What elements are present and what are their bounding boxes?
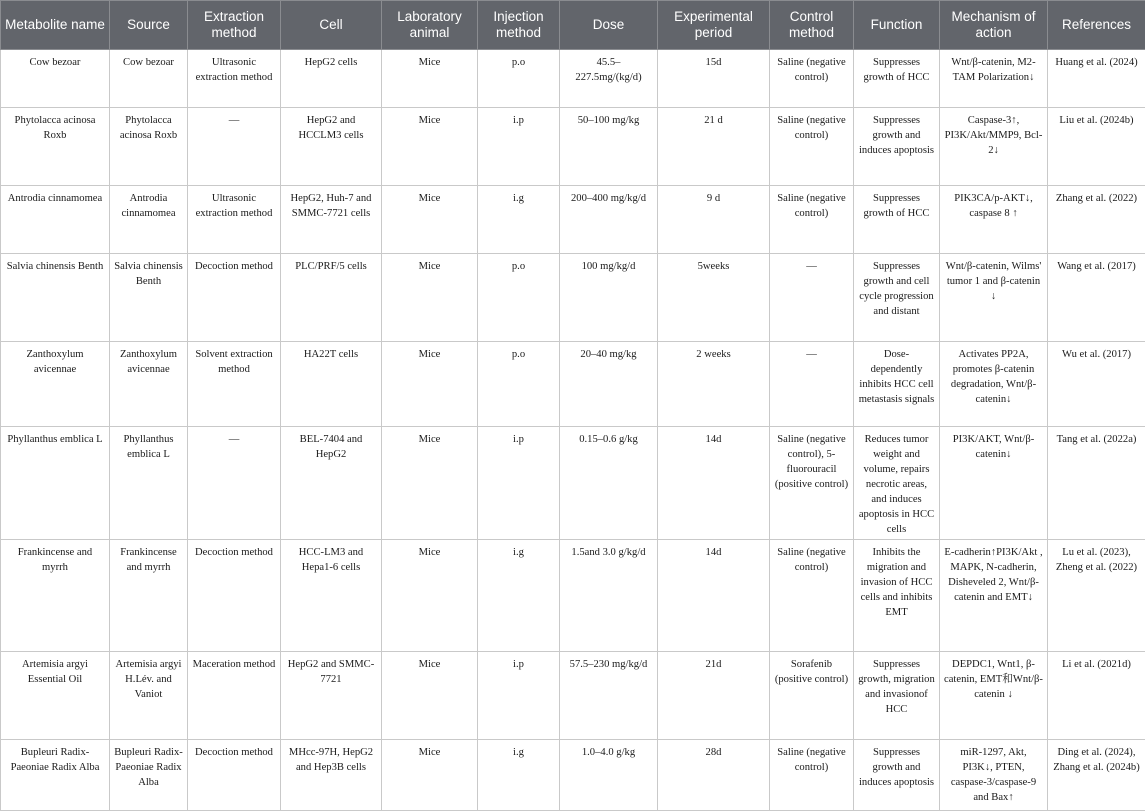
table-row (1, 342, 1145, 427)
cell-function: Suppresses growth and induces apoptosis (854, 740, 940, 811)
table-row (1, 427, 1145, 540)
cell-source: Phytolacca acinosa Roxb (110, 108, 188, 186)
cell-references: Wu et al. (2017) (1048, 342, 1145, 427)
cell-control-method: — (770, 342, 854, 427)
cell-experimental-period: 5weeks (658, 254, 770, 342)
cell-function: Suppresses growth of HCC (854, 50, 940, 108)
cell-injection-method: i.p (478, 108, 560, 186)
table-row (1, 50, 1145, 108)
cell-injection-method: i.g (478, 740, 560, 811)
cell-control-method: Saline (negative control), 5-fluorouracil (positive control) (770, 427, 854, 540)
cell-function: Inhibits the migration and invasion of HCC cells and inhibits EMT (854, 540, 940, 652)
cell-metabolite-name: Phytolacca acinosa Roxb (1, 108, 110, 186)
cell-extraction-method: — (188, 108, 281, 186)
cell-source: Zanthoxylum avicennae (110, 342, 188, 427)
cell-control-method: Saline (negative control) (770, 740, 854, 811)
cell-references: Huang et al. (2024) (1048, 50, 1145, 108)
cell-function: Dose-dependently inhibits HCC cell metastasis signals (854, 342, 940, 427)
cell-metabolite-name: Artemisia argyi Essential Oil (1, 652, 110, 740)
cell-cell: MHcc-97H, HepG2 and Hep3B cells (281, 740, 382, 811)
cell-experimental-period: 15d (658, 50, 770, 108)
header-extraction-method: Extraction method (188, 1, 281, 50)
table-row (1, 740, 1145, 811)
table-body (1, 50, 1145, 811)
cell-cell: HepG2 and HCCLM3 cells (281, 108, 382, 186)
cell-injection-method: p.o (478, 50, 560, 108)
cell-function: Suppresses growth of HCC (854, 186, 940, 254)
header-dose: Dose (560, 1, 658, 50)
cell-laboratory-animal: Mice (382, 427, 478, 540)
cell-source: Phyllanthus emblica L (110, 427, 188, 540)
cell-extraction-method: Maceration method (188, 652, 281, 740)
cell-function: Reduces tumor weight and volume, repairs necrotic areas, and induces apoptosis in HCC cells (854, 427, 940, 540)
cell-metabolite-name: Phyllanthus emblica L (1, 427, 110, 540)
cell-mechanism-of-action: Activates PP2A, promotes β-catenin degradation, Wnt/β-catenin↓ (940, 342, 1048, 427)
cell-mechanism-of-action: PIK3CA/p-AKT↓, caspase 8 ↑ (940, 186, 1048, 254)
cell-mechanism-of-action: PI3K/AKT, Wnt/β-catenin↓ (940, 427, 1048, 540)
cell-source: Bupleuri Radix-Paeoniae Radix Alba (110, 740, 188, 811)
cell-references: Li et al. (2021d) (1048, 652, 1145, 740)
header-control-method: Control method (770, 1, 854, 50)
cell-control-method: Saline (negative control) (770, 108, 854, 186)
cell-extraction-method: Decoction method (188, 540, 281, 652)
header-source: Source (110, 1, 188, 50)
cell-extraction-method: Ultrasonic extraction method (188, 50, 281, 108)
cell-references: Tang et al. (2022a) (1048, 427, 1145, 540)
header-references: References (1048, 1, 1145, 50)
cell-references: Zhang et al. (2022) (1048, 186, 1145, 254)
cell-metabolite-name: Frankincense and myrrh (1, 540, 110, 652)
cell-experimental-period: 28d (658, 740, 770, 811)
cell-injection-method: i.p (478, 652, 560, 740)
table-row (1, 540, 1145, 652)
cell-mechanism-of-action: E-cadherin↑PI3K/Akt , MAPK, N-cadherin, Disheveled 2, Wnt/β-catenin and EMT↓ (940, 540, 1048, 652)
cell-cell: HA22T cells (281, 342, 382, 427)
header-experimental-period: Experimental period (658, 1, 770, 50)
cell-references: Liu et al. (2024b) (1048, 108, 1145, 186)
cell-references: Lu et al. (2023), Zheng et al. (2022) (1048, 540, 1145, 652)
cell-extraction-method: Solvent extraction method (188, 342, 281, 427)
table-row (1, 652, 1145, 740)
cell-experimental-period: 14d (658, 540, 770, 652)
header-cell: Cell (281, 1, 382, 50)
header-mechanism-of-action: Mechanism of action (940, 1, 1048, 50)
cell-source: Frankincense and myrrh (110, 540, 188, 652)
cell-laboratory-animal: Mice (382, 186, 478, 254)
cell-mechanism-of-action: Wnt/β-catenin, M2-TAM Polarization↓ (940, 50, 1048, 108)
table-row (1, 254, 1145, 342)
cell-cell: HepG2 cells (281, 50, 382, 108)
header-function: Function (854, 1, 940, 50)
cell-experimental-period: 21d (658, 652, 770, 740)
header-laboratory-animal: Laboratory animal (382, 1, 478, 50)
cell-experimental-period: 2 weeks (658, 342, 770, 427)
header-injection-method: Injection method (478, 1, 560, 50)
cell-cell: HepG2 and SMMC-7721 (281, 652, 382, 740)
cell-control-method: — (770, 254, 854, 342)
cell-source: Artemisia argyi H.Lév. and Vaniot (110, 652, 188, 740)
cell-laboratory-animal: Mice (382, 342, 478, 427)
cell-references: Ding et al. (2024), Zhang et al. (2024b) (1048, 740, 1145, 811)
cell-source: Antrodia cinnamomea (110, 186, 188, 254)
cell-extraction-method: Decoction method (188, 254, 281, 342)
cell-dose: 200–400 mg/kg/d (560, 186, 658, 254)
cell-function: Suppresses growth, migration and invasionof HCC (854, 652, 940, 740)
cell-extraction-method: Decoction method (188, 740, 281, 811)
cell-injection-method: i.g (478, 540, 560, 652)
cell-dose: 57.5–230 mg/kg/d (560, 652, 658, 740)
cell-dose: 0.15–0.6 g/kg (560, 427, 658, 540)
cell-control-method: Saline (negative control) (770, 540, 854, 652)
cell-mechanism-of-action: Caspase-3↑, PI3K/Akt/MMP9, Bcl-2↓ (940, 108, 1048, 186)
cell-injection-method: p.o (478, 254, 560, 342)
cell-laboratory-animal: Mice (382, 108, 478, 186)
cell-laboratory-animal: Mice (382, 254, 478, 342)
cell-source: Salvia chinensis Benth (110, 254, 188, 342)
cell-dose: 1.0–4.0 g/kg (560, 740, 658, 811)
cell-dose: 20–40 mg/kg (560, 342, 658, 427)
cell-injection-method: p.o (478, 342, 560, 427)
cell-control-method: Saline (negative control) (770, 186, 854, 254)
table-header-row (1, 1, 1145, 50)
cell-control-method: Sorafenib (positive control) (770, 652, 854, 740)
cell-laboratory-animal: Mice (382, 50, 478, 108)
cell-cell: HepG2, Huh-7 and SMMC-7721 cells (281, 186, 382, 254)
cell-control-method: Saline (negative control) (770, 50, 854, 108)
cell-source: Cow bezoar (110, 50, 188, 108)
table-row (1, 186, 1145, 254)
cell-injection-method: i.p (478, 427, 560, 540)
cell-metabolite-name: Zanthoxylum avicennae (1, 342, 110, 427)
cell-cell: HCC-LM3 and Hepa1-6 cells (281, 540, 382, 652)
table-row (1, 108, 1145, 186)
cell-cell: PLC/PRF/5 cells (281, 254, 382, 342)
cell-mechanism-of-action: miR-1297, Akt, PI3K↓, PTEN, caspase-3/caspase-9 and Bax↑ (940, 740, 1048, 811)
cell-experimental-period: 14d (658, 427, 770, 540)
cell-function: Suppresses growth and induces apoptosis (854, 108, 940, 186)
cell-dose: 45.5–227.5mg/(kg/d) (560, 50, 658, 108)
cell-injection-method: i.g (478, 186, 560, 254)
cell-function: Suppresses growth and cell cycle progression and distant (854, 254, 940, 342)
cell-laboratory-animal: Mice (382, 740, 478, 811)
cell-laboratory-animal: Mice (382, 652, 478, 740)
cell-mechanism-of-action: Wnt/β-catenin, Wilms' tumor 1 and β-catenin ↓ (940, 254, 1048, 342)
cell-metabolite-name: Bupleuri Radix-Paeoniae Radix Alba (1, 740, 110, 811)
cell-experimental-period: 9 d (658, 186, 770, 254)
cell-metabolite-name: Salvia chinensis Benth (1, 254, 110, 342)
header-metabolite-name: Metabolite name (1, 1, 110, 50)
cell-experimental-period: 21 d (658, 108, 770, 186)
cell-extraction-method: — (188, 427, 281, 540)
cell-dose: 100 mg/kg/d (560, 254, 658, 342)
cell-metabolite-name: Cow bezoar (1, 50, 110, 108)
cell-metabolite-name: Antrodia cinnamomea (1, 186, 110, 254)
cell-dose: 50–100 mg/kg (560, 108, 658, 186)
cell-mechanism-of-action: DEPDC1, Wnt1, β-catenin, EMT和Wnt/β-catenin ↓ (940, 652, 1048, 740)
cell-dose: 1.5and 3.0 g/kg/d (560, 540, 658, 652)
cell-references: Wang et al. (2017) (1048, 254, 1145, 342)
cell-laboratory-animal: Mice (382, 540, 478, 652)
cell-cell: BEL-7404 and HepG2 (281, 427, 382, 540)
cell-extraction-method: Ultrasonic extraction method (188, 186, 281, 254)
